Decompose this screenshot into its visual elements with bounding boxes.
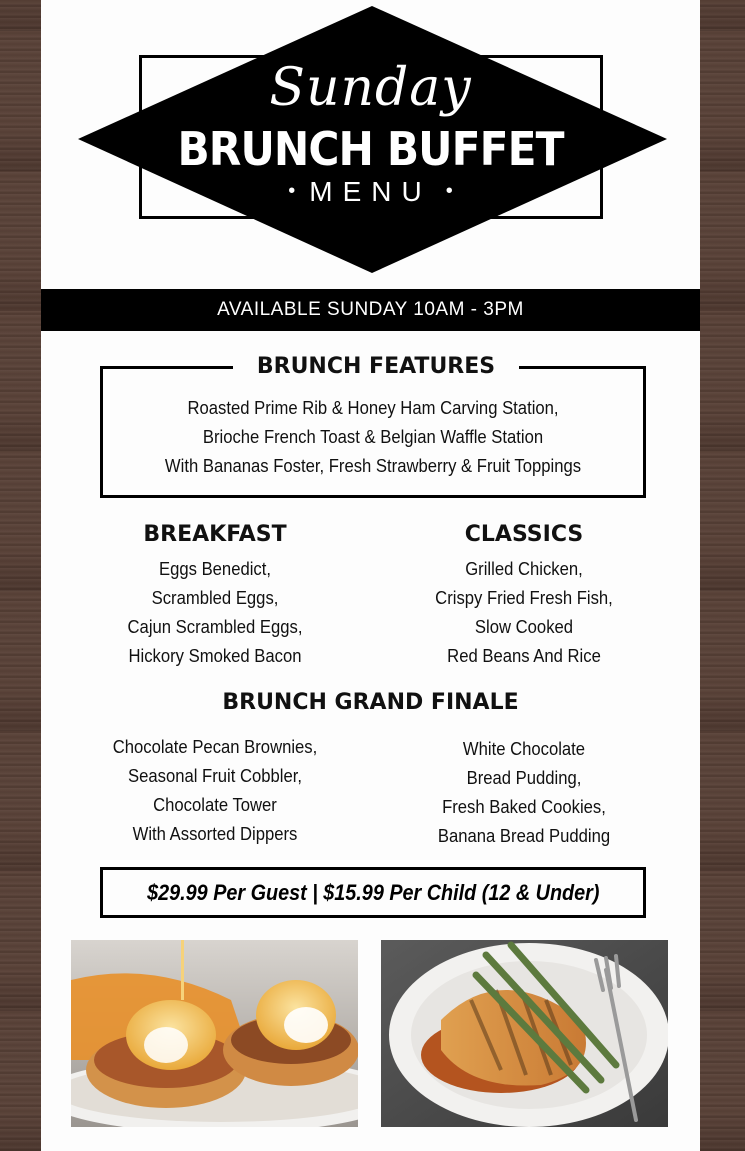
availability-band: AVAILABLE SUNDAY 10AM - 3PM [41,289,700,331]
grand-finale-title: BRUNCH GRAND FINALE [222,690,519,715]
classics-title: CLASSICS [464,522,584,547]
menu-item: Grilled Chicken, [465,558,583,579]
menu-item: With Assorted Dippers [132,823,298,844]
logo-subtitle [41,176,700,208]
menu-item: Hickory Smoked Bacon [128,645,302,666]
menu-item: Eggs Benedict, [158,558,271,579]
brunch-features-title: BRUNCH FEATURES [233,352,519,382]
grilled-chicken-photo [381,940,668,1127]
breakfast-title: BREAKFAST [143,522,287,547]
menu-item: Cajun Scrambled Eggs, [127,616,303,637]
menu-item: Fresh Baked Cookies, [442,796,606,817]
menu-panel [41,0,700,1151]
menu-item: White Chocolate [462,738,586,759]
brunch-features-list [103,393,643,480]
logo-script-title: Sunday [269,58,472,118]
bullet-dot-icon: • [445,180,453,202]
feature-line: With Bananas Foster, Fresh Strawberry & Fruit Toppings [164,455,582,476]
bullet-dot-icon: • [288,180,296,202]
pricing-text: $29.99 Per Guest | $15.99 Per Child (12 & Under) [146,880,600,905]
logo-main-title: BRUNCH BUFFET [177,122,564,176]
pricing-box [100,867,646,918]
menu-item: Crispy Fried Fresh Fish, [435,587,613,608]
breakfast-section [85,520,345,670]
feature-line: Brioche French Toast & Belgian Waffle Station [202,426,544,447]
grand-finale-left-list [85,732,345,848]
eggs-benedict-photo [71,940,358,1127]
feature-line: Roasted Prime Rib & Honey Ham Carving Station, [187,397,559,418]
classics-section [394,520,654,670]
menu-item: Scrambled Eggs, [151,587,279,608]
menu-item: Bread Pudding, [466,767,582,788]
menu-item: Chocolate Tower [153,794,277,815]
grand-finale-right-list [394,734,654,850]
logo-subtitle-text: MENU [309,176,432,207]
brunch-features-box [100,354,646,498]
menu-item: Banana Bread Pudding [437,825,611,846]
menu-item: Red Beans And Rice [447,645,601,666]
menu-item: Slow Cooked [474,616,574,637]
menu-item: Chocolate Pecan Brownies, [112,736,318,757]
menu-item: Seasonal Fruit Cobbler, [127,765,303,786]
